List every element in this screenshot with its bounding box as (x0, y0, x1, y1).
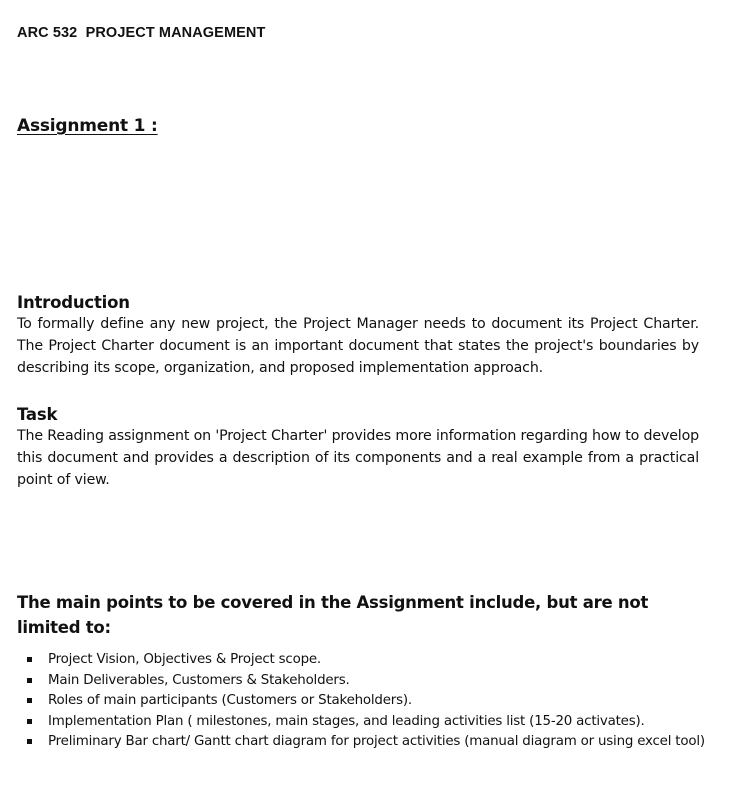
assignment-title: Assignment 1 : (17, 116, 158, 136)
list-item-text: Project Vision, Objectives & Project scope. (48, 652, 321, 667)
list-item-text: Main Deliverables, Customers & Stakeholders. (48, 672, 350, 688)
bullet-icon (27, 698, 32, 703)
introduction-section (17, 293, 699, 379)
list-item-text: Roles of main participants (Customers or Stakeholders). (48, 693, 412, 708)
bullet-icon (27, 657, 32, 662)
introduction-text: To formally define any new project, the Project Manager needs to document its Project Charter. The Project Charter document is an important document that states the project's boundaries by describing its scope, organization, and proposed implementation approach. (17, 316, 699, 376)
task-section (17, 405, 699, 491)
list-item (27, 691, 707, 712)
list-item-text: Preliminary Bar chart/ Gantt chart diagram for project activities (manual diagram or using excel tool) (48, 734, 705, 749)
course-title: ARC 532 PROJECT MANAGEMENT (17, 25, 266, 41)
task-text: The Reading assignment on 'Project Charter' provides more information regarding how to develop this document and provides a description of its components and a real example from a practical point of view. (17, 428, 699, 488)
list-item (27, 671, 707, 692)
list-item (27, 712, 707, 733)
bullet-icon (27, 678, 32, 683)
list-item (27, 650, 707, 671)
introduction-heading: Introduction (17, 293, 130, 312)
main-points-heading: The main points to be covered in the Assignment include, but are not limited to: (17, 593, 649, 637)
list-item (27, 732, 707, 753)
main-points-list (27, 650, 707, 753)
bullet-icon (27, 719, 32, 724)
list-item-text: Implementation Plan ( milestones, main stages, and leading activities list (15-20 activates). (48, 713, 645, 729)
bullet-icon (27, 739, 32, 744)
task-heading: Task (17, 405, 58, 424)
